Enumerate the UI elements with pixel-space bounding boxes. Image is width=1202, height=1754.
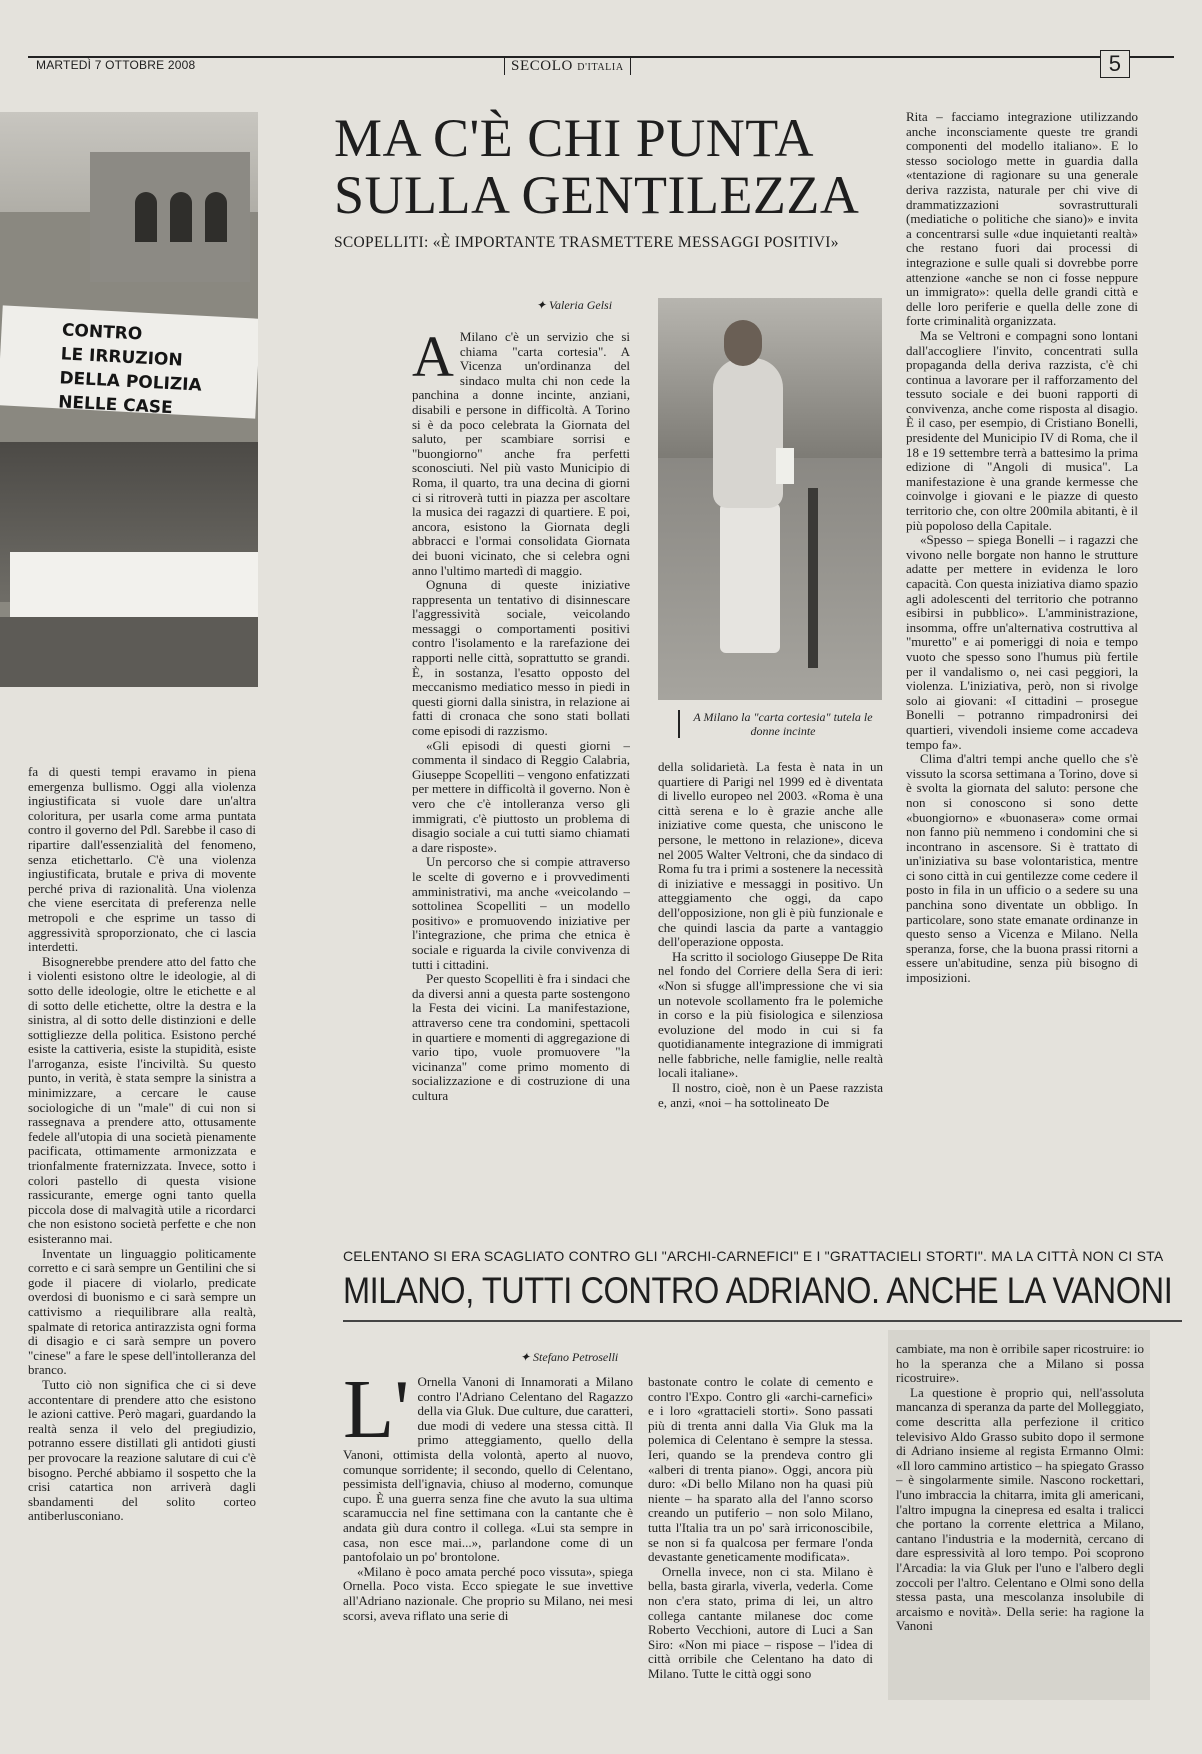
protest-banner-text: CONTRO LE IRRUZION DELLA POLIZIA NELLE CASE (57, 320, 203, 419)
paragraph: Inventate un linguaggio politicamente corretto e ci sarà sempre un Gentilini che si gode il piacere di violarlo, predicate overdosi di buonismo e ci sarà sempre un cattivismo a riequilibrare alla realtà, spalmate di retorica antirazzista ogni forma di disagio e ci sarà sempre un povero "cinese" a fare le spese dell'intolleranza del branco. (28, 1245, 256, 1378)
paragraph: Tutto ciò non significa che ci si deve accontentare di prendere atto che esistono le azioni cattive. Però magari, guardando la realtà senza il velo del pregiudizio, potranno essere distillati gli antidoti giusti per provocare la reazione salutare di cui c'è bisogno. Perché abbiamo il sospetto che la crisi catartica non arriverà dagli sbandamenti del solito corteo antiberlusconiano. (28, 1376, 256, 1524)
brand-small: D'ITALIA (577, 62, 624, 73)
paragraph: Ornella invece, non ci sta. Milano è bella, basta girarla, viverla, vederla. Come non c'era stato, prima di lei, un altro collega cantante milanese doc come Roberto Vecchioni, autore di Luci a San Siro: «Non mi piace – rispose – l'idea di città orribile che Celentano ha dato di Milano. Tutte le città oggi sono (648, 1563, 873, 1681)
paragraph: Ma se Veltroni e compagni sono lontani dall'accogliere l'invito, concentrati sulla propaganda della deriva razzista, c'è chi continua a lavorare per il rafforzamento del tessuto sociale e dei buoni rapporti di convivenza, anche come risposta al disagio. È il caso, per esempio, di Cristiano Bonelli, presidente del Municipio IV di Roma, che il 18 e 19 settembre terrà a battesimo la prima edizione di "Angoli di musica". La manifestazione è una grande kermesse che coinvolge i giovani e le piazze di questo territorio che, con oltre 200mila abitanti, è il più popoloso della Capitale. (906, 327, 1138, 533)
paragraph: Per questo Scopelliti è fra i sindaci che da diversi anni a questa parte sostengono la Festa dei vicini. La manifestazione, attraverso cene tra condomini, spettacoli in quartiere e momenti di aggregazione di vario tipo, vuole promuovere "la vicinanza" come primo momento di socializzazione e di costruzione di una cultura (412, 971, 630, 1103)
newspaper-brand (504, 58, 631, 75)
paragraph: L' Ornella Vanoni di Innamorati a Milano contro l'Adriano Celentano del Ragazzo della via Gluk. Due culture, due caratteri, due modi di vedere una stessa città. Il primo atteggiamento, quello della Vanoni, ottimista della volontà, aperto al nuovo, comunque sorridente; il secondo, quello di Celentano, pessimista dell'ignavia, chiuso al moderno, comunque cupo. È una guerra senza fine che avuto la sua ultima scaramuccia nel fine settimana con la cantante che è andata giù dura contro il collega. «Lui sta sempre in casa, non esce mai...», parlandone come di un pantofolaio un po' brontolone. (343, 1375, 633, 1565)
paragraph: Bisognerebbe prendere atto del fatto che i violenti esistono oltre le ideologie, al di sotto delle ideologie, oltre le etichette e al di sotto delle etichette, oltre la destra e la sinistra, al di sotto delle distinzioni e delle sottigliezze della politica. Esistono perché esiste la cattiveria, esiste la stupidità, esiste l'arroganza, esiste l'inciviltà. Su questo punto, in verità, è stata sempre la sinistra a minimizzare, a cercare le cause sociologiche di un "male" di cui non si rassegnava a prendere atto, ottusamente fedele all'utopia di una società pienamente pacificata, ottimamente armonizzata e trionfalmente fraternizzata. Invece, sotto i colori pastello di questa visione rassicurante, emerge ogni tanto quella piccola dose di malvagità utile a ricordarci che non esistono società perfette e che non esisteranno mai. (28, 953, 256, 1246)
paragraph: A Milano c'è un servizio che si chiama "carta cortesia". A Vicenza un'ordinanza del sindaco multa chi non cede la panchina a donne incinte, anziani, disabili e persone in difficoltà. A Torino si è da poco celebrata la Giornata del saluto, per scambiare sorrisi e "buongiorno" anche fra perfetti sconosciuti. Nel più vasto Municipio di Roma, il quarto, tra una decina di giorni ci si ritroverà tutti in piazza per ascoltare la musica dei ragazzi di quartiere. E poi, ancora, esistono la Giornata degli abbracci e l'ormai consolidata Giornata dei buoni vicinato, che si celebra ogni anno l'ultimo martedì di maggio. (412, 330, 630, 578)
paragraph: La questione è proprio qui, nell'assoluta mancanza di speranza da parte del Molleggiato, come descritta alla perfezione il critico televisivo Aldo Grasso subito dopo il sermone di Adriano insieme al regista Ermanno Olmi: «Il loro cammino artistico – ha spiegato Grasso – è singolarmente simile. Nascono rockettari, l'uno imbraccia la chitarra, imita gli americani, l'altro impugna la cinepresa ed esalta i tralicci che portano la corrente elettrica a Milano, cantano l'industria e la modernità, cercano di dare espressività al loro tempo. Poi scoprono l'Arcadia: la via Gluk per l'uno e l'albero degli zoccoli per l'altro. Celentano e Olmi sono della stessa pasta, una mescolanza insolubile di arcaismo e novità». Della serie: ha ragione la Vanoni (896, 1384, 1144, 1634)
paragraph: Il nostro, cioè, non è un Paese razzista e, anzi, «noi – ha sottolineato De (658, 1080, 883, 1110)
left-column (28, 765, 256, 1750)
paragraph: Ognuna di queste iniziative rappresenta un tentativo di disinnescare l'aggressività sociale, veicolando messaggi o comportamenti positivi contro l'isolamento e la rarefazione dei rapporti nelle città, soprattutto se grandi. È, in sostanza, l'esatto opposto del meccanismo mediatico messo in piedi in questi giorni dalla sinistra, in relazione ai fatti di cronaca che sono stati bollati come episodi di razzismo. (412, 577, 630, 739)
article2-column-2 (648, 1375, 873, 1750)
paragraph: Clima d'altri tempi anche quello che s'è vissuto la scorsa settimana a Torino, dove si è svolta la giornata del saluto: persone che non si conoscono si sono dette «buongiorno» e «buonasera» come ormai non fanno più nemmeno i condomini che si incontrano in ascensore. Si è trattato di un'iniziativa su base volontaristica, mentre ci sono città in cui gentilezze come cedere il posto in fila in un ufficio o a sedere su una panchina sono diventate un obbligo. In particolare, sono state emanate ordinanze in questo senso a Vicenza e Milano. Nella speranza, forse, che la buona prassi ritorni a essere un'abitudine, senza più bisogno di imposizioni. (906, 751, 1138, 986)
issue-date: MARTEDÌ 7 OTTOBRE 2008 (36, 58, 201, 72)
article2-byline: ✦ Stefano Petroselli (520, 1350, 619, 1364)
paragraph: bastonate contro le colate di cemento e contro l'Expo. Contro gli «archi-carnefici» e i loro «grattacieli storti». Sono passati più di trenta anni dalla Via Gluk ma la polemica di Celentano è sempre la stessa. Ieri, quando se la prendeva contro gli «alberi di trenta piano». Oggi, ancora più duro: «Di bello Milano non ha quasi più niente – ha sparato alla del l'anno scorso creando un putiferio – non solo Milano, tutta l'Italia tra un po' sarà irriconoscibile, se non si fa qualcosa per fermare l'onda devastante geneticamente modificata». (648, 1375, 873, 1565)
photo-caption: A Milano la "carta cortesia" tutela le donne incinte (678, 710, 878, 738)
paragraph: «Gli episodi di questi giorni – commenta il sindaco di Reggio Calabria, Giuseppe Scopelliti – vengono enfatizzati per mettere in difficoltà il governo. Non è vero che c'è intolleranza verso gli immigrati, c'è piuttosto un problema di disagio sociale a cui tutti siamo chiamati a dare risposte». (412, 737, 630, 855)
article2-column-1 (343, 1375, 633, 1750)
paragraph: Un percorso che si compie attraverso le scelte di governo e i provvedimenti amministrativi, ma anche «veicolando – sottolinea Scopelliti – un modello positivo» e promuovendo iniziative per l'integrazione, che prima che etnica è sociale e riguarda la civile convivenza di tutti i cittadini. (412, 854, 630, 972)
article2-column-3 (896, 1342, 1144, 1747)
paragraph: fa di questi tempi eravamo in piena emergenza bullismo. Oggi alla violenza ingiustificata si vuole dare un'altra coloritura, per usarla come arma puntata contro il governo del Pdl. Sarebbe il caso di ripartire dall'essenzialità del fenomeno, senza etichettarlo. C'è una violenza ingiustificata, brutale e priva di movente perché priva di razionalità. Una violenza che viene esercitata di preferenza nelle metropoli e che esprime un tasso di aggressività sproporzionato, che ci lascia interdetti. (28, 765, 256, 955)
paragraph: Rita – facciamo integrazione utilizzando anche inconsciamente queste tre grandi componenti del modello italiano». E lo stesso sociologo mette in guardia dalla «tentazione di ragionare su una generale deriva razzista, naturale per chi vive di drammatizzazioni sovrastrutturali (mediatiche o politiche che siano)» e invita a concentrarsi sulle «due inquietanti realtà» che restano fuori dai processi di integrazione e sulle quali si dovrebbe porre attenzione «anche se non ci fosse neppure un immigrato»: quella delle grandi città e delle loro periferie e quella delle zone di forte criminalità organizzata. (906, 110, 1138, 329)
brand-main: SECOLO (511, 58, 573, 74)
article2-headline: MILANO, TUTTI CONTRO ADRIANO. ANCHE LA VANONI (343, 1270, 1173, 1311)
paragraph: «Milano è poco amata perché poco vissuta», spiega Ornella. Poco vista. Ecco spiegate le sue invettive all'Adriano nazionale. Che proprio su Milano, nei mesi scorsi, aveva riflato una serie di (343, 1563, 633, 1623)
byline: ✦ Valeria Gelsi (536, 298, 613, 312)
middle2-column (658, 760, 883, 1200)
headline: MA C'È CHI PUNTA SULLA GENTILEZZA (334, 108, 860, 225)
protest-photo (0, 112, 258, 687)
subheadline: SCOPELLITI: «È IMPORTANTE TRASMETTERE MESSAGGI POSITIVI» (334, 234, 839, 251)
paragraph: Ha scritto il sociologo Giuseppe De Rita nel fondo del Corriere della Sera di ieri: «Non si sfugge all'impressione che vi sia un notevole scollamento fra le polemiche in corso e la più fisiologica e silenziosa evoluzione del modo in cui si fa quotidianamente integrazione di immigrati nelle fabbriche, nelle famiglie, nelle realtà locali italiane». (658, 948, 883, 1081)
right-column (906, 110, 1138, 1200)
middle-column (412, 330, 630, 1200)
paragraph: della solidarietà. La festa è nata in un quartiere di Parigi nel 1999 ed è diventata di livello europeo nel 2003. «Roma è una città serena e lo è grazie anche alle iniziative come questa, che uniscono le persone, le mettono in relazione», diceva nel 2005 Walter Veltroni, che da sindaco di Roma fu tra i primi a sostenere la necessità di iniziative e messaggi in positivo. Un atteggiamento che oggi, da capo dell'opposizione, non gli è più funzionale e che quindi lascia da parte a vantaggio dell'operazione opposta. (658, 760, 883, 950)
masthead (28, 52, 1174, 78)
dropcap: L' (343, 1375, 410, 1456)
woman-photo (658, 298, 882, 700)
paragraph: «Spesso – spiega Bonelli – i ragazzi che vivono nelle borgate non hanno le strutture adatte per mettere in evidenza le loro capacità. Con questa iniziativa diamo spazio agli adolescenti del territorio che potranno esibirsi in pubblico». L'amministrazione, insomma, offre un'alternativa costruttiva al "muretto" e ai pomeriggi di noia e tempo vuoto che spesso sono l'humus più fertile per il vandalismo o, nei casi peggiori, la violenza. L'iniziativa, però, non si rivolge solo ai giovani: «I cittadini – prosegue Bonelli – potranno rimpadronirsi dei quartieri, vivendoli insieme come accadeva tempo fa». (906, 532, 1138, 752)
paragraph: cambiate, ma non è orribile saper ricostruire: io ho la speranza che a Milano si possa ricostruire». (896, 1342, 1144, 1386)
dropcap: A (412, 330, 454, 389)
divider (343, 1320, 1182, 1322)
page-number: 5 (1100, 50, 1130, 78)
article2-kicker: CELENTANO SI ERA SCAGLIATO CONTRO GLI "ARCHI-CARNEFICI" E I "GRATTACIELI STORTI". MA LA CITTÀ NON CI STA (343, 1248, 1164, 1264)
